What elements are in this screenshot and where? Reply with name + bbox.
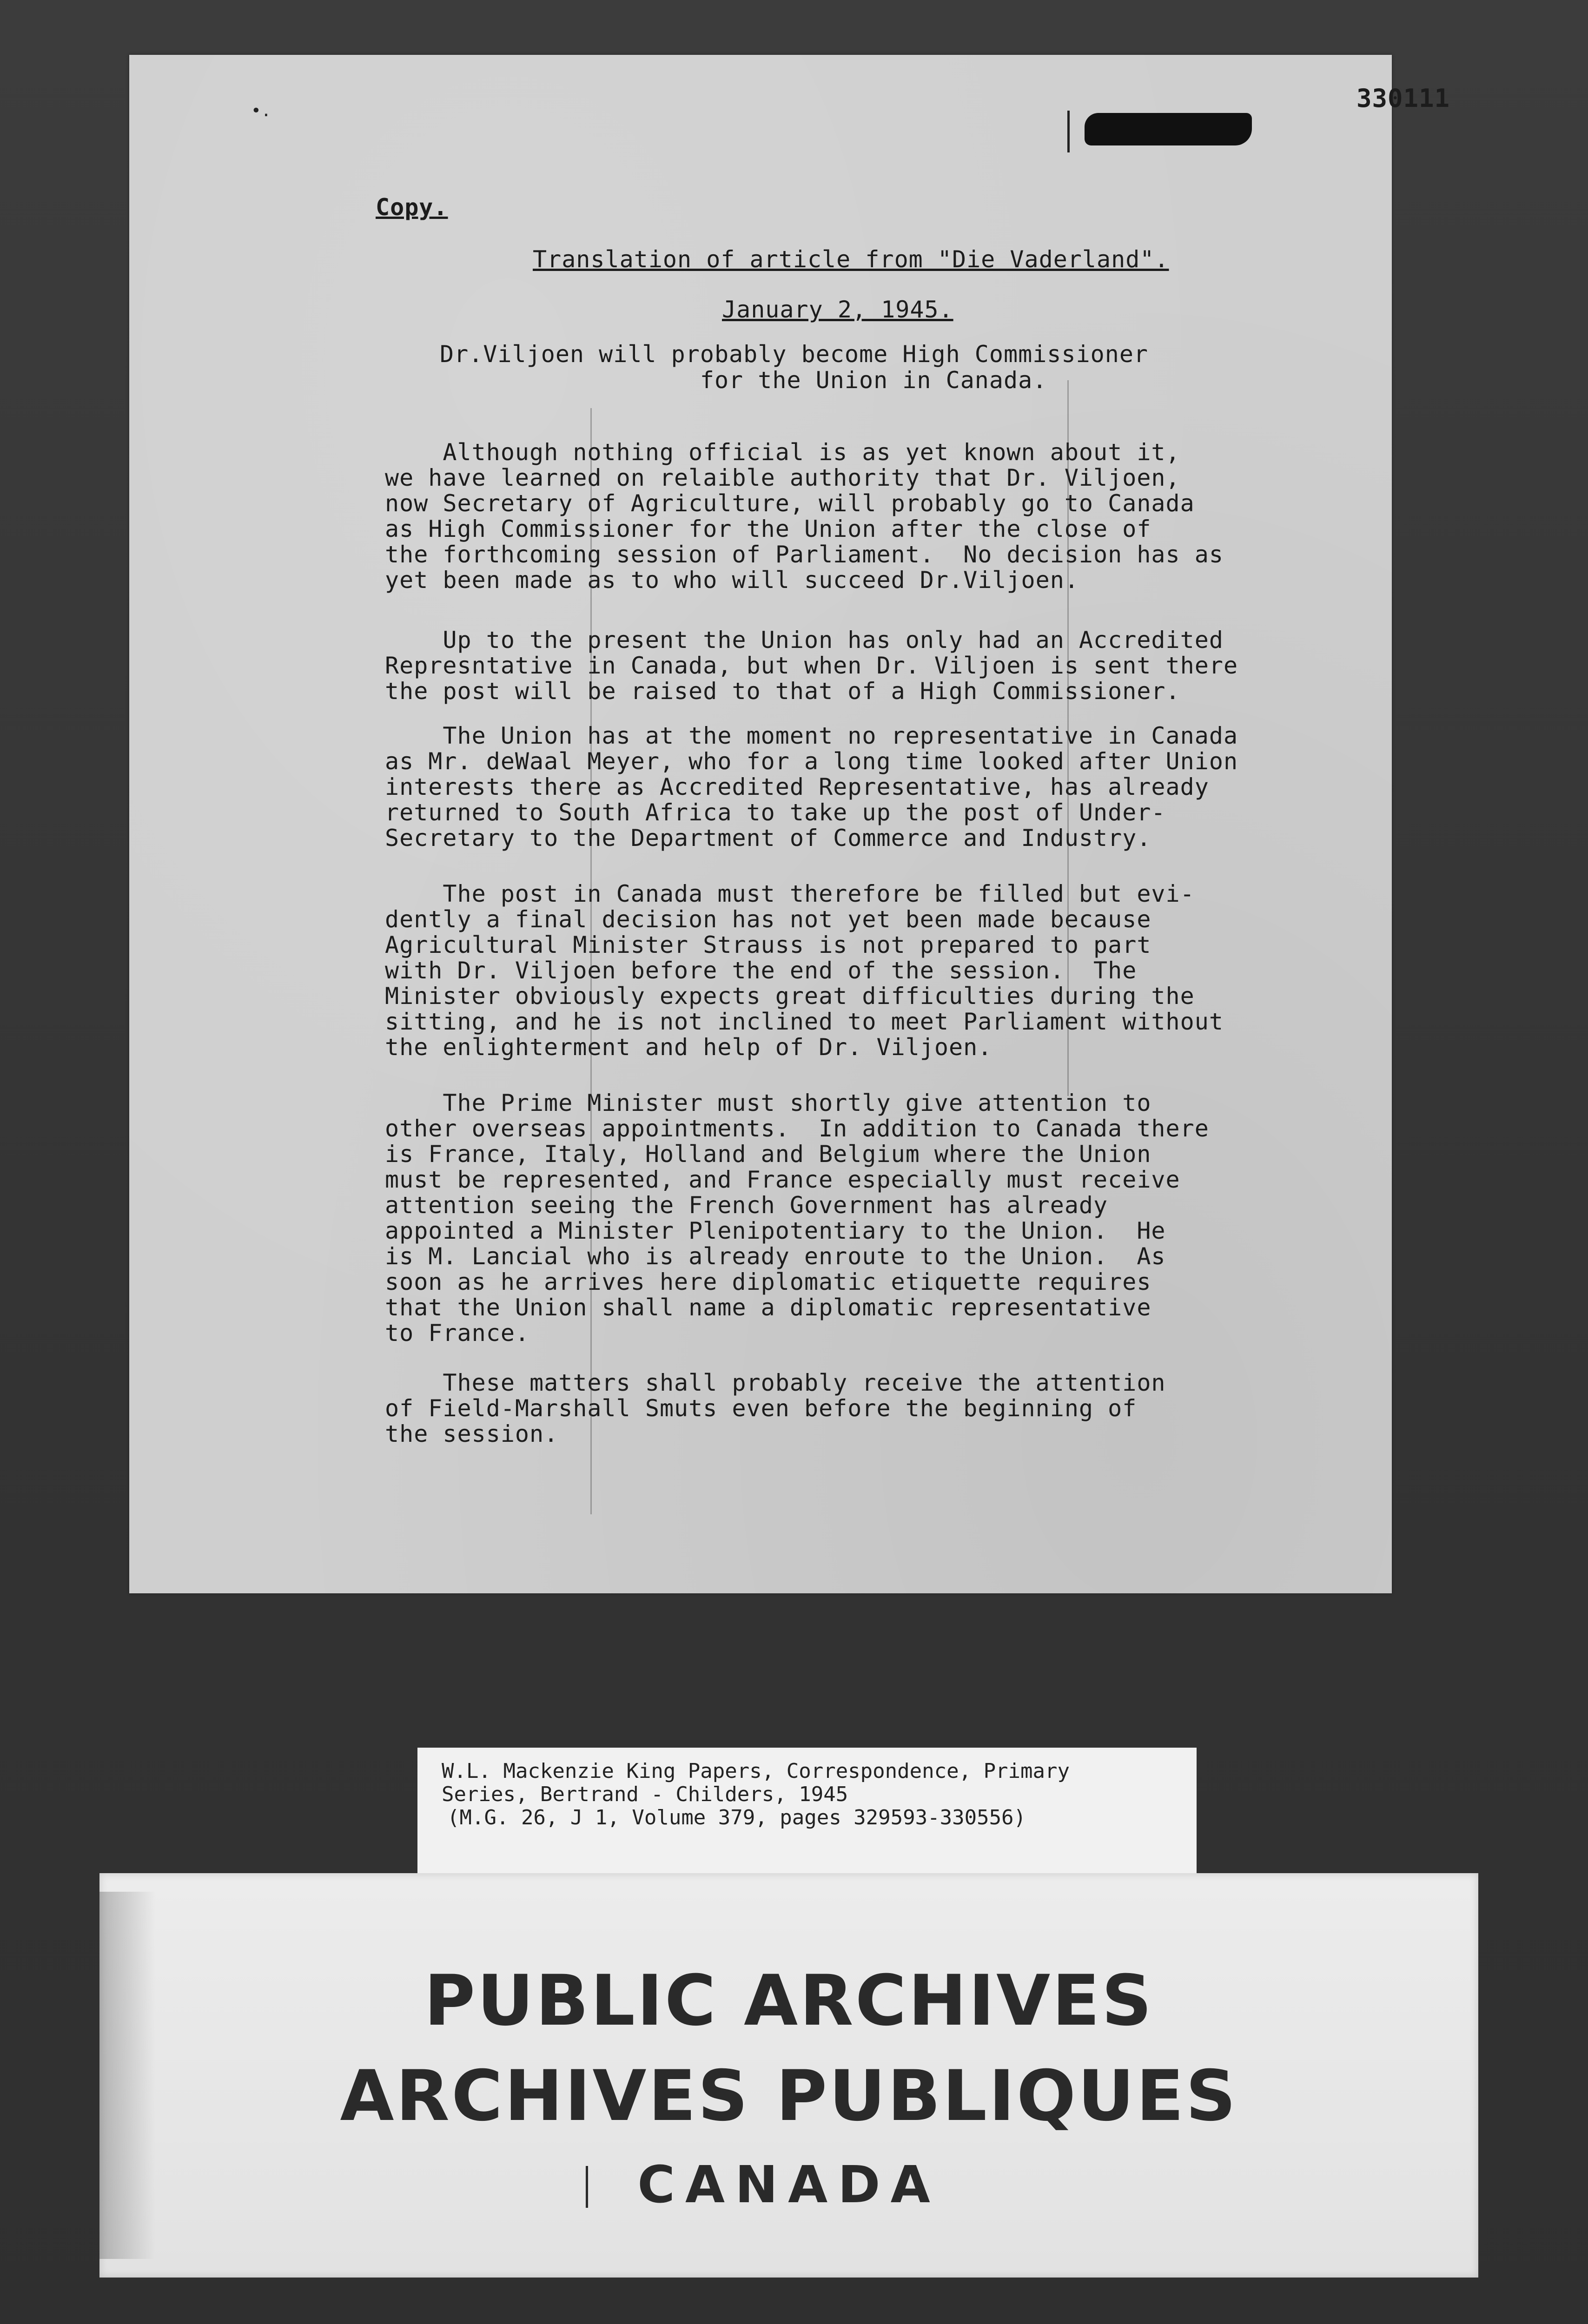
archives-stamp-line-fr: ARCHIVES PUBLIQUES xyxy=(340,2056,1238,2137)
document-date: January 2, 1945. xyxy=(722,296,953,323)
archives-stamp-country: CANADA xyxy=(637,2155,940,2214)
citation-line: W.L. Mackenzie King Papers, Correspondence, Primary xyxy=(442,1759,1070,1783)
citation-line: Series, Bertrand - Childers, 1945 xyxy=(442,1783,848,1806)
citation-card xyxy=(417,1748,1197,1873)
document-title: Translation of article from "Die Vaderland". xyxy=(533,246,1169,273)
typed-document-sheet xyxy=(129,55,1450,1593)
citation-line: (M.G. 26, J 1, Volume 379, pages 329593-330556) xyxy=(447,1806,1026,1829)
redaction-tick xyxy=(1067,111,1070,152)
paragraph: These matters shall probably receive the attention of Field-Marshall Smuts even before the beginning of the session. xyxy=(385,1369,1166,1447)
paragraph: The Prime Minister must shortly give attention to other overseas appointments. In addition to Canada there is France, Italy, Holland and Belgium where the Union must be represented, and France especially must receive attention seeing the French Government has already appointed a Minister Plenipotentiary to the Union. He is M. Lancial who is already enroute to the Union. As soon as he arrives here diplomatic etiquette requires that the Union shall name a diplomatic representative to France. xyxy=(385,1089,1209,1347)
paragraph: The Union has at the moment no representative in Canada as Mr. deWaal Meyer, who for a long time looked after Union interests there as Accredited Representative, has already returned to South Africa to take up the post of Under- Secretary to the Department of Commerce and Industry. xyxy=(385,722,1238,852)
paragraph: Up to the present the Union has only had an Accredited Represntative in Canada, but when Dr. Viljoen is sent there the post will be raised to that of a High Commissioner. xyxy=(385,627,1238,705)
copy-label: Copy. xyxy=(376,194,448,221)
archives-stamp-line-en: PUBLIC ARCHIVES xyxy=(424,1961,1154,2041)
punch-hole-mark: •. xyxy=(251,101,271,120)
paragraph: Although nothing official is as yet known about it, we have learned on relaible authority that Dr. Viljoen, now Secretary of Agriculture, will probably go to Canada as High Commissioner for the Union after the close of the forthcoming session of Parliament. No decision has as yet been made as to who will succeed Dr.Viljoen. xyxy=(385,439,1224,594)
public-archives-label xyxy=(99,1873,1478,2278)
fold-line-left xyxy=(590,408,592,1514)
fold-line-right xyxy=(1067,380,1069,1096)
page-number: 330111 xyxy=(1356,84,1450,113)
article-headline: Dr.Viljoen will probably become High Commissioner for the Union in Canada. xyxy=(440,341,1149,394)
redacted-number xyxy=(1085,113,1252,145)
paragraph: The post in Canada must therefore be filled but evi- dently a final decision has not yet been made because Agricultural Minister Strauss is not prepared to part with Dr. Viljoen before the end of the session. The Minister obviously expects great difficulties during the sitting, and he is not inclined to meet Parliament without the enlighterment and help of Dr. Viljoen. xyxy=(385,880,1224,1061)
